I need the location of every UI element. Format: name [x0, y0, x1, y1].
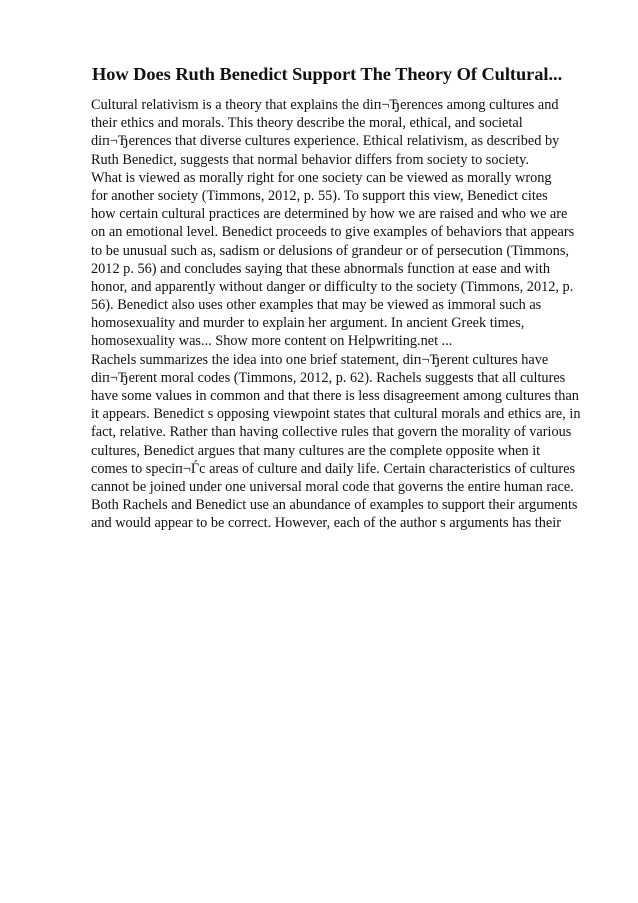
body-line: on an emotional level. Benedict proceeds to give examples of behaviors that appears: [91, 224, 575, 241]
body-line: it appears. Benedict s opposing viewpoint states that cultural morals and ethics are, in: [91, 406, 581, 423]
body-line: homosexuality and murder to explain her argument. In ancient Greek times,: [91, 315, 525, 332]
document-body: [91, 96, 601, 533]
document-title: How Does Ruth Benedict Support The Theory Of Cultural...: [92, 64, 563, 84]
body-line: cannot be joined under one universal moral code that governs the entire human race.: [91, 478, 574, 495]
body-line: 2012 p. 56) and concludes saying that these abnormals function at ease and with: [91, 260, 550, 277]
body-line: cultures, Benedict argues that many cultures are the complete opposite when it: [91, 442, 541, 459]
body-line: honor, and apparently without danger or difficulty to the society (Timmons, 2012, p.: [91, 278, 574, 295]
body-line: have some values in common and that there is less disagreement among cultures than: [91, 388, 579, 404]
body-line: their ethics and morals. This theory describe the moral, ethical, and societal: [91, 115, 523, 132]
body-line: What is viewed as morally right for one society can be viewed as morally wrong: [91, 169, 552, 186]
body-line: homosexuality was... Show more content on Helpwriting.net ...: [91, 333, 453, 350]
body-line: how certain cultural practices are determined by how we are raised and who we are: [91, 206, 568, 223]
body-line: comes to speciп¬Ѓc areas of culture and daily life. Certain characteristics of cultures: [91, 460, 576, 477]
body-line: and would appear to be correct. However, each of the author s arguments has their: [91, 515, 561, 532]
body-line: 56). Benedict also uses other examples that may be viewed as immoral such as: [91, 297, 542, 314]
body-line: Both Rachels and Benedict use an abundance of examples to support their arguments: [91, 497, 578, 514]
body-line: fact, relative. Rather than having collective rules that govern the morality of various: [91, 424, 572, 441]
body-line: for another society (Timmons, 2012, p. 55). To support this view, Benedict cites: [91, 187, 548, 204]
body-line: Ruth Benedict, suggests that normal behavior differs from society to society.: [91, 151, 529, 168]
body-line: Rachels summarizes the idea into one brief statement, diп¬Ђerent cultures have: [91, 351, 549, 368]
body-line: Cultural relativism is a theory that explains the diп¬Ђerences among cultures and: [91, 97, 559, 113]
body-line: diп¬Ђerent moral codes (Timmons, 2012, p. 62). Rachels suggests that all cultures: [91, 369, 566, 386]
body-line: to be unusual such as, sadism or delusions of grandeur or of persecution (Timmons,: [91, 242, 569, 259]
body-line: diп¬Ђerences that diverse cultures experience. Ethical relativism, as described by: [91, 133, 560, 150]
